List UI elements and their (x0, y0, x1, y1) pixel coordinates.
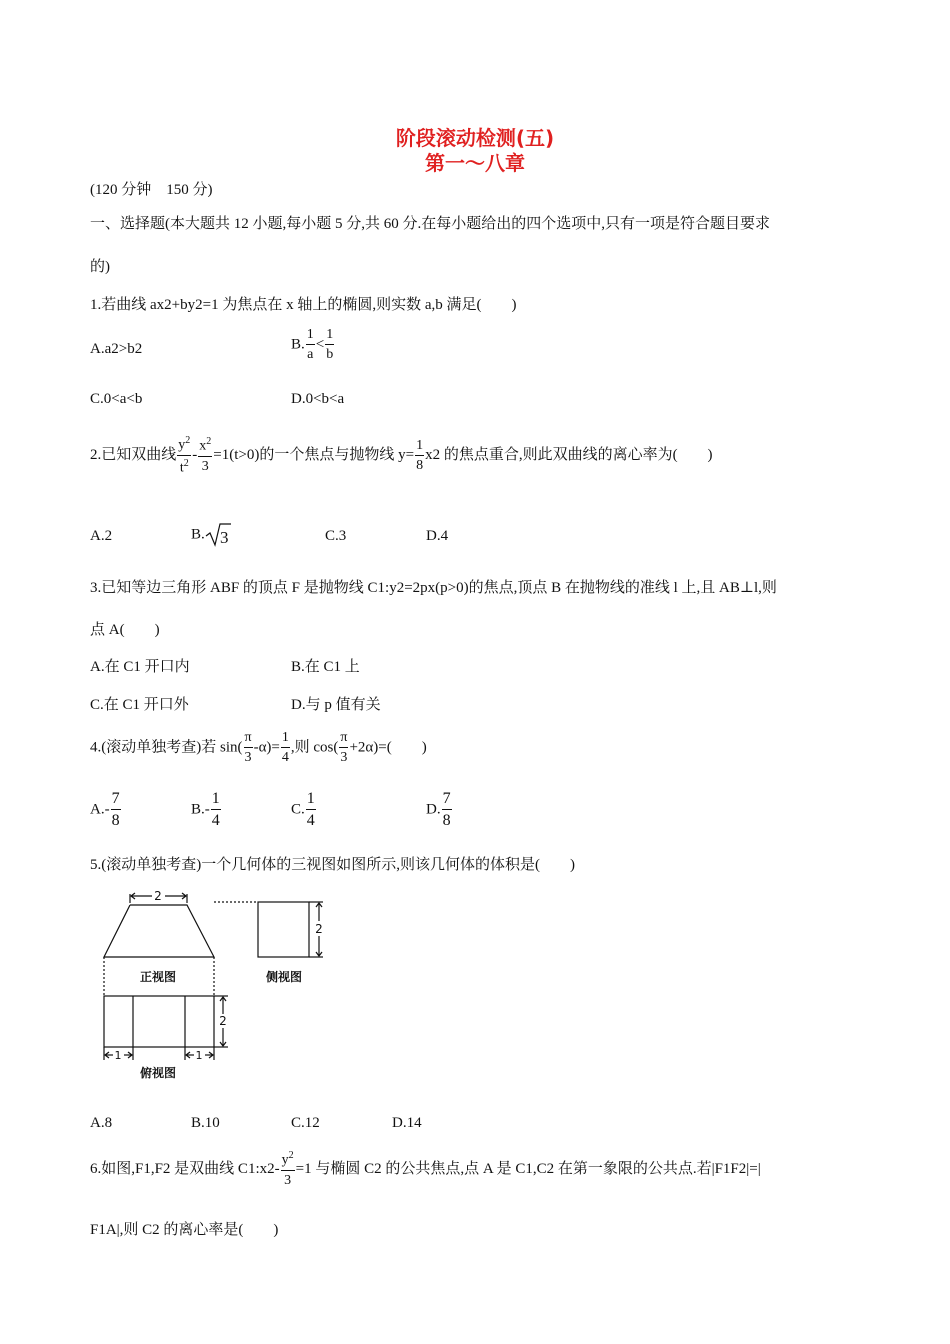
frac-num: 1 (211, 791, 221, 810)
q4-option-a (90, 791, 122, 829)
question-6-stem-cont: F1A|,则 C2 的离心率是( ) (90, 1222, 279, 1238)
frac-num (281, 1151, 295, 1171)
side-view-label: 侧视图 (265, 970, 303, 984)
frac-num-sup: 2 (185, 435, 191, 446)
q1-option-b (291, 328, 335, 362)
q2-b-prefix: B. (191, 526, 205, 543)
q5-option-d: D.14 (392, 1115, 422, 1131)
frac-den: 8 (442, 812, 451, 829)
three-view-figure (95, 883, 345, 1083)
q4-frac-pi-3 (244, 731, 253, 765)
top-view-label: 俯视图 (139, 1066, 177, 1080)
frac-num: 1 (325, 328, 334, 345)
time-score: (120 分钟 150 分) (90, 182, 213, 198)
question-1-stem: 1.若曲线 ax2+by2=1 为焦点在 x 轴上的椭圆,则实数 a,b 满足( ) (90, 297, 517, 313)
frac-num: π (244, 731, 253, 748)
q1-option-a: A.a2>b2 (90, 341, 143, 357)
q4-option-d (426, 791, 453, 829)
q6-text-2: =1 与椭圆 C2 的公共焦点,点 A 是 C1,C2 在第一象限的公共点.若|F1F2|=| (295, 1160, 761, 1177)
q2-text-3: x2 的焦点重合,则此双曲线的离心率为( ) (425, 447, 713, 464)
frac-den: a (307, 347, 314, 362)
frac-den: 4 (211, 812, 220, 829)
q5-option-a: A.8 (90, 1115, 113, 1131)
frac-den: 8 (416, 457, 424, 473)
frac-num-base: y (178, 437, 186, 453)
q1-option-c: C.0<a<b (90, 391, 143, 407)
question-6-stem (90, 1151, 761, 1188)
frac-den: 3 (244, 750, 252, 765)
q1-b-op: < (315, 336, 325, 353)
front-top-dimension: 2 (154, 889, 162, 903)
frac-den: 8 (111, 812, 120, 829)
q3-option-c: C.在 C1 开口外 (90, 697, 189, 713)
frac-num-sup: 2 (288, 1150, 294, 1161)
frac-num: 1 (306, 328, 315, 345)
q5-option-b: B.10 (191, 1115, 220, 1131)
frac-num: 7 (442, 791, 452, 810)
page-subtitle: 第一～八章 (425, 151, 525, 175)
frac-num-base: y (281, 1152, 289, 1168)
question-2-stem (90, 436, 713, 475)
option-prefix: A.- (90, 801, 110, 818)
q4-text-3: ,则 cos( (290, 739, 339, 756)
section-intro-cont: 的) (90, 259, 110, 275)
q3-option-a: A.在 C1 开口内 (90, 659, 190, 675)
option-prefix: C. (291, 801, 305, 818)
question-3-stem: 3.已知等边三角形 ABF 的顶点 F 是抛物线 C1:y2=2px(p>0)的焦点,顶点 B 在抛物线的准线 l 上,且 AB⊥l,则 (90, 580, 777, 596)
q2-frac-y2-t2 (177, 436, 191, 475)
q4-text-4: +2α)=( ) (349, 739, 427, 756)
frac-den: b (326, 347, 334, 362)
option-frac (442, 791, 452, 829)
q2-text-1: 2.已知双曲线 (90, 447, 177, 464)
q4-text-2: -α)= (253, 739, 280, 756)
q1-option-d: D.0<b<a (291, 391, 345, 407)
side-height-dimension: 2 (315, 922, 323, 936)
frac-den: 3 (201, 458, 209, 474)
question-4-stem (90, 731, 427, 765)
q2-option-b (191, 522, 231, 548)
page-title: 阶段滚动检测(五) (395, 126, 555, 150)
q3-option-d: D.与 p 值有关 (291, 697, 381, 713)
frac-num: 1 (281, 731, 290, 748)
frac-den: 3 (284, 1172, 292, 1188)
option-frac (111, 791, 121, 829)
q5-option-c: C.12 (291, 1115, 320, 1131)
q2-frac-1-8 (415, 439, 424, 473)
q1-b-frac2 (325, 328, 334, 362)
q1-b-prefix: B. (291, 336, 305, 353)
section-intro: 一、选择题(本大题共 12 小题,每小题 5 分,共 60 分.在每小题给出的四个选项中,只有一项是符合题目要求 (90, 216, 770, 232)
q2-option-a: A.2 (90, 528, 113, 544)
q1-b-frac1 (306, 328, 315, 362)
q2-frac-x2-3 (198, 437, 212, 474)
frac-num-sup: 2 (206, 436, 212, 448)
frac-den: 3 (340, 750, 348, 765)
frac-num: 7 (111, 791, 121, 810)
q2-minus: - (192, 447, 198, 464)
q2-option-d: D.4 (426, 528, 449, 544)
q2-text-2: =1(t>0)的一个焦点与抛物线 y= (213, 447, 415, 464)
top-height-dimension: 2 (219, 1014, 227, 1028)
frac-den: 4 (306, 812, 315, 829)
option-frac (306, 791, 316, 829)
q4-frac-1-4 (281, 731, 290, 765)
q4-option-c (291, 791, 317, 829)
side-view (258, 902, 323, 957)
q4-option-b (191, 791, 222, 829)
question-5-stem: 5.(滚动单独考查)一个几何体的三视图如图所示,则该几何体的体积是( ) (90, 857, 575, 873)
sqrt-radicand: 3 (219, 528, 229, 547)
front-view-label: 正视图 (139, 970, 177, 984)
top-left-dimension: 1 (114, 1049, 122, 1062)
frac-num: π (339, 731, 348, 748)
frac-num: 1 (415, 439, 424, 456)
question-3-stem-cont: 点 A( ) (90, 622, 160, 638)
frac-num (198, 437, 212, 457)
frac-den-base: t (179, 460, 184, 476)
sqrt-symbol (205, 522, 231, 548)
q4-text-1: 4.(滚动单独考查)若 sin( (90, 739, 243, 756)
option-frac (211, 791, 221, 829)
q4-frac-pi-3b (339, 731, 348, 765)
option-prefix: D. (426, 801, 441, 818)
top-right-dimension: 1 (195, 1049, 203, 1062)
frac-num: 1 (306, 791, 316, 810)
frac-den (177, 456, 191, 476)
frac-den-sup: 2 (183, 457, 189, 469)
q3-option-b: B.在 C1 上 (291, 659, 360, 675)
frac-num-base: x (199, 438, 207, 454)
top-view (104, 996, 228, 1060)
q6-frac-y2-3 (281, 1151, 295, 1188)
frac-den: 4 (281, 750, 289, 765)
q6-text-1: 6.如图,F1,F2 是双曲线 C1:x2- (90, 1160, 280, 1177)
frac-num (177, 436, 191, 456)
option-prefix: B.- (191, 801, 210, 818)
front-view (104, 893, 258, 996)
q2-option-c: C.3 (325, 528, 347, 544)
